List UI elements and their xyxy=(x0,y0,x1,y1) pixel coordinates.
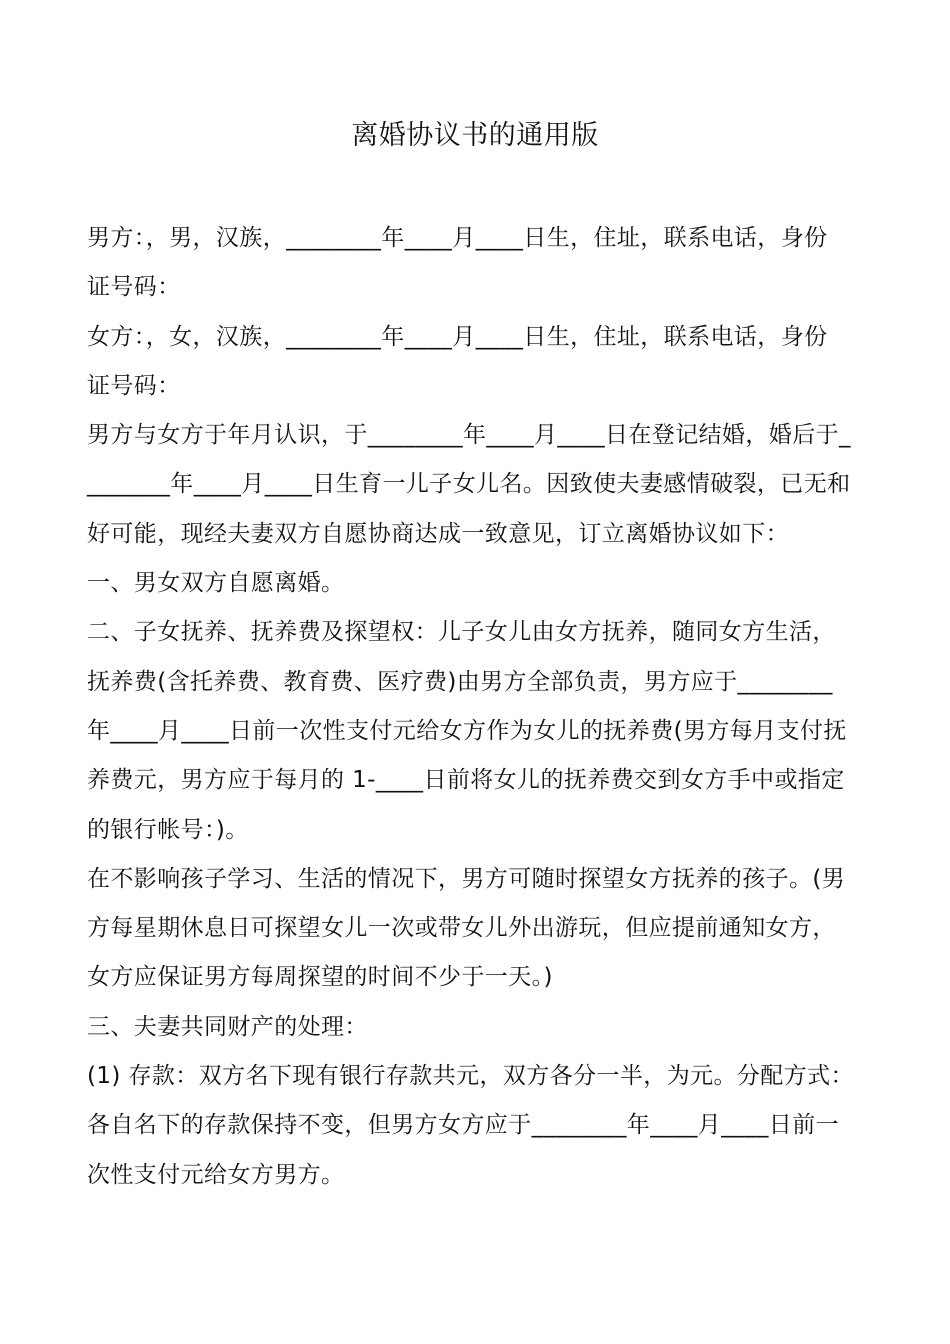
body-line: 方每星期休息日可探望女儿一次或带女儿外出游玩，但应提前通知女方， xyxy=(87,915,836,942)
body-line: 养费元，男方应于每月的 1-____日前将女儿的抚养费交到女方手中或指定 xyxy=(87,767,845,794)
body-line: 的银行帐号：)。 xyxy=(87,816,249,843)
body-line: 三、夫妻共同财产的处理： xyxy=(87,1013,368,1040)
body-line: 抚养费(含托养费、教育费、医疗费)由男方全部负责，男方应于________ xyxy=(87,668,833,695)
body-line: 年____月____日前一次性支付元给女方作为女儿的抚养费(男方每月支付抚 xyxy=(87,717,847,744)
document-title: 离婚协议书的通用版 xyxy=(351,120,599,151)
body-line: 男方：，男，汉族，________年____月____日生，住址，联系电话，身份 xyxy=(87,225,828,251)
body-line: 证号码： xyxy=(87,372,181,399)
body-line: _______年____月____日生育一儿子女儿名。因致使夫妻感情破裂，已无和 xyxy=(87,471,851,498)
body-line: (1) 存款：双方名下现有银行存款共元，双方各分一半，为元。分配方式： xyxy=(87,1063,854,1090)
body-line: 证号码： xyxy=(87,274,181,301)
body-line: 各自名下的存款保持不变，但男方女方应于________年____月____日前一 xyxy=(87,1112,839,1139)
body-line: 一、男女双方自愿离婚。 xyxy=(87,570,345,597)
body-line: 好可能，现经夫妻双方自愿协商达成一致意见，订立离婚协议如下： xyxy=(87,520,789,547)
body-line: 女方应保证男方每周探望的时间不少于一天。) xyxy=(87,964,553,991)
body-line: 在不影响孩子学习、生活的情况下，男方可随时探望女方抚养的孩子。(男 xyxy=(87,865,846,892)
body-line: 男方与女方于年月认识，于________年____月____日在登记结婚，婚后于_ xyxy=(87,422,851,449)
body-line: 女方：，女，汉族，________年____月____日生，住址，联系电话，身份 xyxy=(87,323,828,350)
body-line: 二、子女抚养、抚养费及探望权：儿子女儿由女方抚养，随同女方生活， xyxy=(87,619,836,646)
body-line: 次性支付元给女方男方。 xyxy=(87,1161,345,1188)
document-body xyxy=(87,214,887,1200)
